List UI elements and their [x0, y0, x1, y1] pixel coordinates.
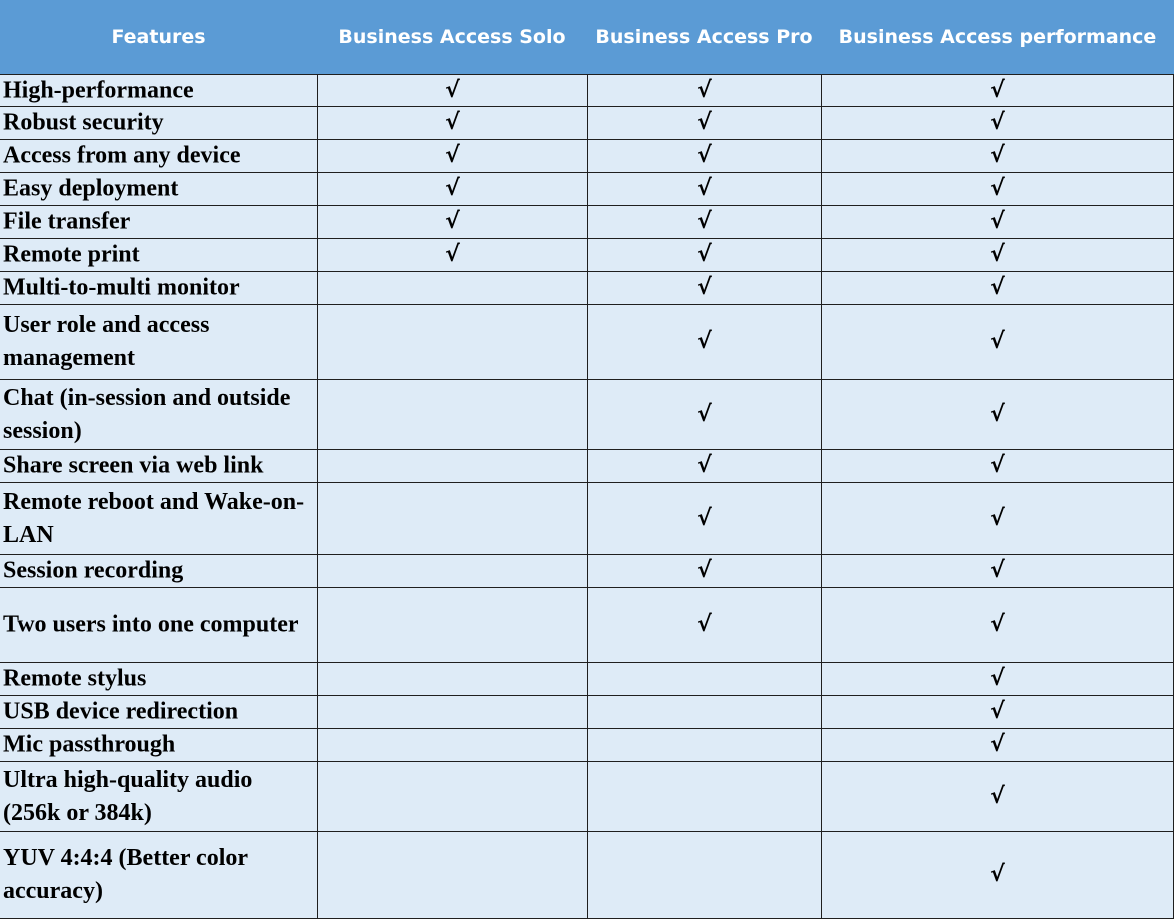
- plan-cell-solo: [317, 729, 587, 761]
- feature-label: Share screen via web link: [3, 452, 264, 479]
- plan-cell-pro: [587, 729, 821, 761]
- plan-cell-performance: [821, 555, 1174, 587]
- check-mark-icon: √: [990, 401, 1005, 427]
- plan-cell-solo: [317, 272, 587, 304]
- feature-cell: [0, 663, 317, 695]
- feature-label: User role and access management: [3, 312, 210, 371]
- check-mark-icon: √: [990, 275, 1005, 300]
- table-row: [0, 140, 1174, 173]
- check-mark-icon: √: [697, 505, 712, 531]
- table-row: [0, 305, 1174, 380]
- plan-cell-performance: [821, 272, 1174, 304]
- table-row: [0, 380, 1174, 450]
- plan-cell-solo: [317, 140, 587, 172]
- check-mark-icon: √: [445, 143, 460, 168]
- feature-cell: [0, 588, 317, 662]
- plan-cell-performance: [821, 173, 1174, 205]
- feature-label: Multi-to-multi monitor: [3, 274, 240, 301]
- feature-label: Easy deployment: [3, 175, 179, 202]
- plan-cell-pro: [587, 140, 821, 172]
- plan-cell-pro: [587, 239, 821, 271]
- table-row: [0, 729, 1174, 762]
- check-mark-icon: √: [697, 612, 712, 637]
- feature-cell: [0, 696, 317, 728]
- header-features: Features: [111, 26, 206, 48]
- feature-cell: [0, 762, 317, 831]
- check-mark-icon: √: [697, 176, 712, 201]
- check-mark-icon: √: [445, 110, 460, 135]
- plan-cell-pro: [587, 173, 821, 205]
- check-mark-icon: √: [990, 699, 1005, 724]
- plan-cell-solo: [317, 832, 587, 918]
- feature-cell: [0, 140, 317, 172]
- plan-cell-performance: [821, 762, 1174, 831]
- check-mark-icon: √: [697, 242, 712, 267]
- plan-cell-pro: [587, 762, 821, 831]
- check-mark-icon: √: [697, 110, 712, 135]
- plan-cell-performance: [821, 450, 1174, 482]
- check-mark-icon: √: [990, 453, 1005, 478]
- check-mark-icon: √: [445, 176, 460, 201]
- check-mark-icon: √: [990, 732, 1005, 757]
- feature-cell: [0, 450, 317, 482]
- plan-cell-performance: [821, 206, 1174, 238]
- check-mark-icon: √: [990, 176, 1005, 201]
- check-mark-icon: √: [697, 453, 712, 478]
- plan-cell-pro: [587, 380, 821, 449]
- plan-cell-pro: [587, 588, 821, 662]
- plan-cell-performance: [821, 663, 1174, 695]
- plan-cell-pro: [587, 206, 821, 238]
- feature-label: Chat (in-session and outside session): [3, 384, 291, 444]
- check-mark-icon: √: [990, 558, 1005, 583]
- plan-cell-pro: [587, 663, 821, 695]
- header-business-access-performance: Business Access performance: [838, 26, 1157, 48]
- check-mark-icon: √: [697, 275, 712, 300]
- table-row: [0, 696, 1174, 729]
- plan-cell-solo: [317, 588, 587, 662]
- feature-label: Robust security: [3, 109, 164, 136]
- plan-cell-performance: [821, 832, 1174, 918]
- feature-label: Mic passthrough: [3, 731, 176, 758]
- plan-cell-solo: [317, 239, 587, 271]
- plan-cell-pro: [587, 305, 821, 379]
- plan-cell-solo: [317, 555, 587, 587]
- table-row: [0, 762, 1174, 832]
- feature-cell: [0, 239, 317, 271]
- check-mark-icon: √: [445, 242, 460, 267]
- plan-cell-pro: [587, 696, 821, 728]
- feature-cell: [0, 272, 317, 304]
- plan-cell-solo: [317, 107, 587, 139]
- plan-cell-solo: [317, 206, 587, 238]
- header-business-access-solo: Business Access Solo: [338, 26, 566, 48]
- plan-cell-pro: [587, 832, 821, 918]
- plan-cell-solo: [317, 75, 587, 106]
- feature-label: YUV 4:4:4 (Better color accuracy): [3, 845, 248, 904]
- feature-label: Remote stylus: [3, 665, 147, 692]
- feature-cell: [0, 305, 317, 379]
- feature-cell: [0, 483, 317, 554]
- check-mark-icon: √: [697, 558, 712, 583]
- plan-cell-performance: [821, 239, 1174, 271]
- check-mark-icon: √: [990, 612, 1005, 637]
- check-mark-icon: √: [697, 77, 712, 103]
- plan-cell-pro: [587, 75, 821, 106]
- table-row: [0, 239, 1174, 272]
- feature-cell: [0, 107, 317, 139]
- check-mark-icon: √: [990, 209, 1005, 234]
- table-row: [0, 74, 1174, 107]
- plan-cell-solo: [317, 305, 587, 379]
- check-mark-icon: √: [990, 783, 1005, 809]
- plan-cell-solo: [317, 450, 587, 482]
- plan-cell-pro: [587, 272, 821, 304]
- header-business-access-pro: Business Access Pro: [595, 26, 813, 48]
- plan-cell-performance: [821, 483, 1174, 554]
- feature-cell: [0, 173, 317, 205]
- feature-label: Two users into one computer: [3, 611, 299, 638]
- plan-cell-pro: [587, 450, 821, 482]
- table-row: [0, 663, 1174, 696]
- check-mark-icon: √: [697, 329, 712, 354]
- feature-cell: [0, 206, 317, 238]
- table-row: [0, 173, 1174, 206]
- check-mark-icon: √: [990, 505, 1005, 531]
- plan-cell-solo: [317, 663, 587, 695]
- plan-cell-performance: [821, 380, 1174, 449]
- feature-comparison-table: [0, 74, 1174, 919]
- feature-cell: [0, 75, 317, 106]
- check-mark-icon: √: [990, 110, 1005, 135]
- feature-label: USB device redirection: [3, 698, 239, 725]
- check-mark-icon: √: [697, 401, 712, 427]
- feature-cell: [0, 729, 317, 761]
- plan-cell-solo: [317, 380, 587, 449]
- feature-label: Access from any device: [3, 142, 241, 169]
- feature-cell: [0, 380, 317, 449]
- feature-label: Remote print: [3, 241, 140, 268]
- table-row: [0, 832, 1174, 919]
- feature-cell: [0, 832, 317, 918]
- check-mark-icon: √: [990, 143, 1005, 168]
- table-row: [0, 272, 1174, 305]
- plan-cell-performance: [821, 140, 1174, 172]
- plan-cell-solo: [317, 762, 587, 831]
- feature-label: High-performance: [3, 77, 194, 103]
- check-mark-icon: √: [697, 209, 712, 234]
- table-row: [0, 107, 1174, 140]
- plan-cell-pro: [587, 483, 821, 554]
- plan-cell-performance: [821, 107, 1174, 139]
- plan-cell-pro: [587, 107, 821, 139]
- plan-cell-performance: [821, 305, 1174, 379]
- plan-cell-performance: [821, 75, 1174, 106]
- plan-cell-performance: [821, 588, 1174, 662]
- check-mark-icon: √: [445, 209, 460, 234]
- check-mark-icon: √: [990, 666, 1005, 691]
- plan-cell-solo: [317, 696, 587, 728]
- plan-cell-performance: [821, 696, 1174, 728]
- plan-cell-solo: [317, 483, 587, 554]
- plan-cell-performance: [821, 729, 1174, 761]
- feature-cell: [0, 555, 317, 587]
- check-mark-icon: √: [990, 329, 1005, 354]
- check-mark-icon: √: [990, 242, 1005, 267]
- check-mark-icon: √: [990, 77, 1005, 103]
- check-mark-icon: √: [697, 143, 712, 168]
- table-row: [0, 206, 1174, 239]
- plan-cell-pro: [587, 555, 821, 587]
- plan-cell-solo: [317, 173, 587, 205]
- table-row: [0, 588, 1174, 663]
- feature-label: Remote reboot and Wake-on-LAN: [3, 488, 305, 548]
- table-header: [0, 0, 1174, 74]
- feature-label: File transfer: [3, 208, 131, 235]
- table-row: [0, 483, 1174, 555]
- table-row: [0, 450, 1174, 483]
- feature-label: Ultra high-quality audio (256k or 384k): [3, 766, 253, 826]
- check-mark-icon: √: [445, 77, 460, 103]
- table-row: [0, 555, 1174, 588]
- feature-label: Session recording: [3, 557, 184, 584]
- check-mark-icon: √: [990, 862, 1005, 887]
